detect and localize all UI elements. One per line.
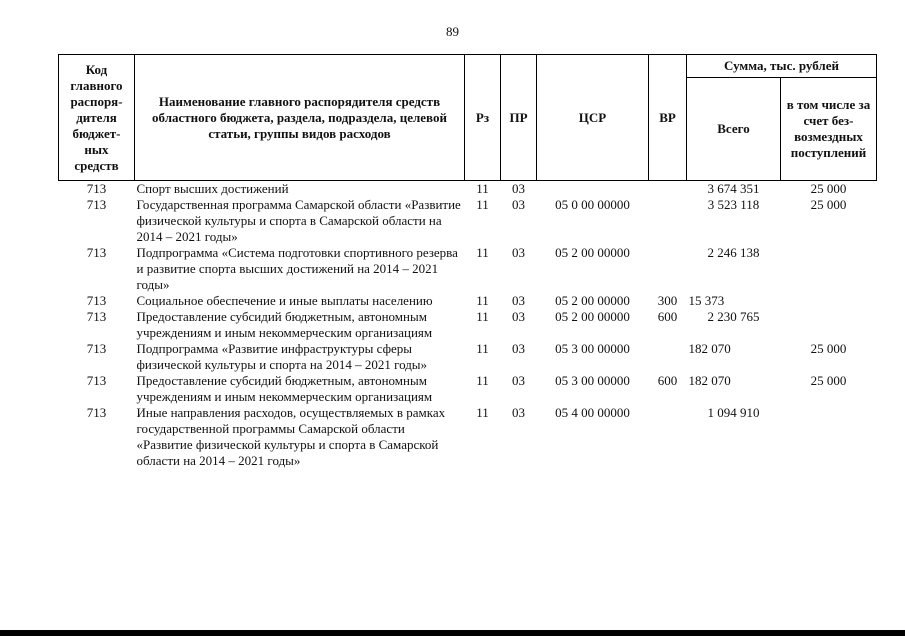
cell-vr bbox=[649, 341, 687, 373]
cell-code: 713 bbox=[86, 405, 107, 420]
cell-free: 25 000 bbox=[810, 341, 847, 356]
cell-free: 25 000 bbox=[810, 181, 847, 196]
cell-name: Подпрограмма «Система подготовки спортивного резерва и развитие спорта высших достижений на 2014 – 2021 годы» bbox=[136, 245, 458, 292]
cell-vr bbox=[649, 197, 687, 245]
page-number: 89 bbox=[446, 24, 459, 39]
cell-csr: 05 2 00 00000 bbox=[555, 245, 630, 260]
cell-name: Предоставление субсидий бюджетным, автономным учреждениям и иным некоммерческим организациям bbox=[136, 309, 433, 340]
cell-name: Государственная программа Самарской области «Развитие физической культуры и спорта в Самарской области на 2014 – 2021 годы» bbox=[136, 197, 461, 244]
cell-rz: 11 bbox=[476, 341, 489, 356]
cell-pr: 03 bbox=[512, 341, 525, 356]
cell-pr: 03 bbox=[512, 373, 525, 388]
cell-rz: 11 bbox=[476, 405, 489, 420]
cell-name: Социальное обеспечение и иные выплаты населению bbox=[136, 293, 433, 308]
table-row bbox=[59, 293, 877, 309]
cell-name: Предоставление субсидий бюджетным, автономным учреждениям и иным некоммерческим организациям bbox=[136, 373, 433, 404]
cell-rz: 11 bbox=[476, 197, 489, 212]
table-row bbox=[59, 181, 877, 198]
cell-csr bbox=[537, 181, 649, 198]
table-row bbox=[59, 197, 877, 245]
cell-free bbox=[781, 293, 877, 309]
cell-total: 3 674 351 bbox=[707, 181, 760, 196]
cell-rz: 11 bbox=[476, 373, 489, 388]
cell-csr: 05 3 00 00000 bbox=[555, 341, 630, 356]
cell-free: 25 000 bbox=[810, 197, 847, 212]
table-row bbox=[59, 373, 877, 405]
cell-name: Спорт высших достижений bbox=[136, 181, 289, 196]
cell-total: 182 070 bbox=[688, 373, 731, 388]
cell-vr bbox=[649, 405, 687, 469]
cell-code: 713 bbox=[86, 309, 107, 324]
header-pr: ПР bbox=[501, 55, 537, 181]
cell-pr: 03 bbox=[512, 293, 525, 308]
cell-total: 1 094 910 bbox=[707, 405, 760, 420]
cell-rz: 11 bbox=[476, 293, 489, 308]
cell-name: Иные направления расходов, осуществляемых в рамках государственной программы Самарской области «Развитие физической культуры и спорта в Самарской области на 2014 – 2021 годы» bbox=[136, 405, 446, 468]
cell-free bbox=[781, 245, 877, 293]
header-free: в том числе за счет без-возмездных поступлений bbox=[781, 78, 877, 181]
cell-rz: 11 bbox=[476, 309, 489, 324]
cell-pr: 03 bbox=[512, 245, 525, 260]
cell-csr: 05 2 00 00000 bbox=[555, 293, 630, 308]
cell-csr: 05 2 00 00000 bbox=[555, 309, 630, 324]
cell-pr: 03 bbox=[512, 309, 525, 324]
header-vr: ВР bbox=[649, 55, 687, 181]
header-code: Код главного распоря-дителя бюджет-ных средств bbox=[59, 55, 135, 181]
cell-free bbox=[781, 309, 877, 341]
cell-pr: 03 bbox=[512, 197, 525, 212]
cell-vr bbox=[649, 181, 687, 198]
cell-rz: 11 bbox=[476, 181, 489, 196]
cell-code: 713 bbox=[86, 293, 107, 308]
cell-code: 713 bbox=[86, 197, 107, 212]
table-row bbox=[59, 309, 877, 341]
cell-csr: 05 3 00 00000 bbox=[555, 373, 630, 388]
cell-vr bbox=[649, 245, 687, 293]
cell-code: 713 bbox=[86, 341, 107, 356]
header-name: Наименование главного распорядителя средств областного бюджета, раздела, подраздела, целевой статьи, группы видов расходов bbox=[135, 55, 465, 181]
header-rz: Рз bbox=[465, 55, 501, 181]
cell-total: 2 246 138 bbox=[707, 245, 760, 260]
cell-total: 3 523 118 bbox=[707, 197, 760, 212]
cell-total: 2 230 765 bbox=[707, 309, 760, 324]
cell-name: Подпрограмма «Развитие инфраструктуры сферы физической культуры и спорта на 2014 – 2021 годы» bbox=[136, 341, 428, 372]
cell-code: 713 bbox=[86, 373, 107, 388]
cell-csr: 05 4 00 00000 bbox=[555, 405, 630, 420]
cell-csr: 05 0 00 00000 bbox=[555, 197, 630, 212]
table-row bbox=[59, 341, 877, 373]
bottom-rule bbox=[0, 630, 905, 636]
cell-vr: 300 bbox=[657, 293, 678, 308]
cell-rz: 11 bbox=[476, 245, 489, 260]
table-row bbox=[59, 405, 877, 469]
cell-vr: 600 bbox=[657, 309, 678, 324]
header-csr: ЦСР bbox=[537, 55, 649, 181]
cell-code: 713 bbox=[86, 181, 107, 196]
cell-free bbox=[781, 405, 877, 469]
cell-pr: 03 bbox=[512, 405, 525, 420]
cell-code: 713 bbox=[86, 245, 107, 260]
budget-table bbox=[58, 54, 877, 469]
header-total: Всего bbox=[687, 78, 781, 181]
cell-pr: 03 bbox=[512, 181, 525, 196]
cell-total: 182 070 bbox=[688, 341, 731, 356]
cell-free: 25 000 bbox=[810, 373, 847, 388]
table-row bbox=[59, 245, 877, 293]
header-sum: Сумма, тыс. рублей bbox=[687, 55, 877, 78]
cell-total: 15 373 bbox=[688, 293, 725, 308]
cell-vr: 600 bbox=[657, 373, 678, 388]
